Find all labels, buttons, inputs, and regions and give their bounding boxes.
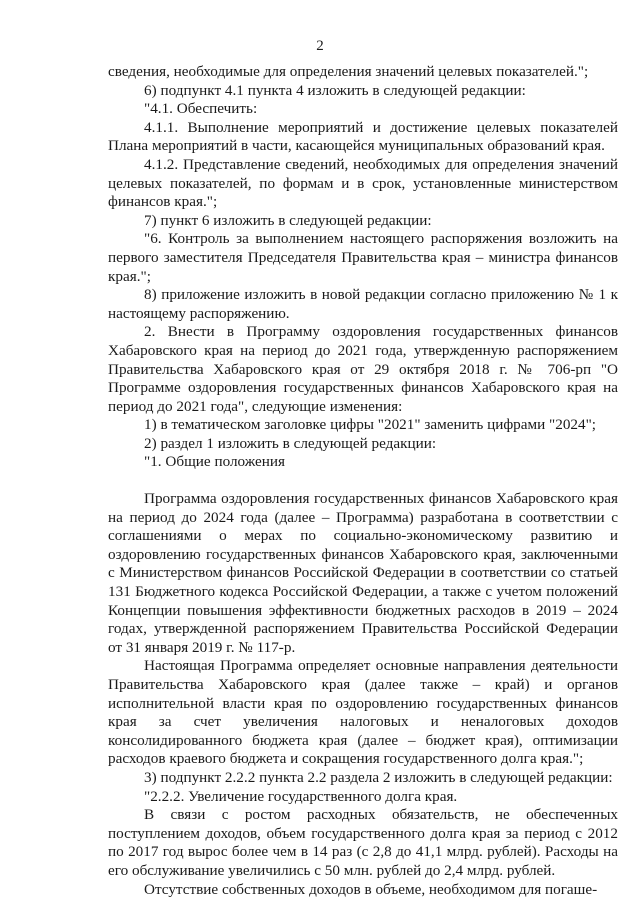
paragraph: "4.1. Обеспечить:	[144, 100, 258, 118]
paragraph: 2. Внести в Программу оздоровления государственных финансов Хабаровского края на период до 2021 года, утвержденную распоряжением Правительства Хабаровского края от 29 октября 2018 г. № 706-рп "О Программе оздоровления государственных финансов Хабаровского края на период до 2021 года", следующие изменения:	[108, 323, 618, 415]
paragraph: Программа оздоровления государственных финансов Хабаровского края на период до 2024 года (далее – Программа) разработана в соответствии с соглашениями о мерах по социально-экономическому развитию и оздоровлению государственных финансов Хабаровского края, заключенными с Министерством финансов Российской Федерации в соответствии со статьей 131 Бюджетного кодекса Российской Федерации, а также с учетом положений Концепции повышения эффективности бюджетных расходов в 2019 – 2024 годах, утвержденной распоряжением Правительства Российской Федерации от 31 января 2019 г. № 117-р.	[108, 490, 618, 656]
paragraph: В связи с ростом расходных обязательств, не обеспеченных поступлением доходов, объем государственного долга края за период с 2012 по 2017 год вырос более чем в 14 раз (с 2,8 до 41,1 млрд. рублей). Расходы на его обслуживание увеличились с 50 млн. рублей до 2,4 млрд. рублей.	[108, 806, 618, 879]
paragraph: "1. Общие положения	[144, 453, 286, 471]
paragraph: "6. Контроль за выполнением настоящего распоряжения возложить на первого заместителя Председателя Правительства края – министра финансов края.";	[108, 230, 618, 285]
paragraph: 8) приложение изложить в новой редакции согласно приложению № 1 к настоящему распоряжению.	[108, 286, 618, 322]
paragraph: 6) подпункт 4.1 пункта 4 изложить в следующей редакции:	[144, 81, 526, 99]
paragraph: сведения, необходимые для определения значений целевых показателей.";	[108, 63, 589, 80]
paragraph: 3) подпункт 2.2.2 пункта 2.2 раздела 2 изложить в следующей редакции:	[144, 768, 613, 786]
paragraph: 2) раздел 1 изложить в следующей редакции:	[144, 434, 437, 452]
paragraph: Настоящая Программа определяет основные направления деятельности Правительства Хабаровского края (далее также – край) и органов исполнительной власти края по оздоровлению государственных финансов края за счет увеличения налоговых и неналоговых доходов консолидированного бюджета края (далее – бюджет края), оптимизации расходов краевого бюджета и сокращения государственного долга края.";	[108, 657, 618, 768]
paragraph: 7) пункт 6 изложить в следующей редакции:	[144, 211, 432, 229]
paragraph: Отсутствие собственных доходов в объеме, необходимом для погаше-	[144, 880, 598, 898]
page-number: 2	[316, 38, 324, 54]
paragraph: 4.1.1. Выполнение мероприятий и достижение целевых показателей Плана мероприятий в части, касающейся муниципальных образований края.	[108, 118, 618, 155]
paragraph: "2.2.2. Увеличение государственного долга края.	[144, 787, 458, 805]
paragraph: 1) в тематическом заголовке цифры "2021" заменить цифрами "2024";	[144, 416, 597, 434]
paragraph: 4.1.2. Представление сведений, необходимых для определения значений целевых показателей, по формам и в срок, установленные министерством финансов края.";	[108, 155, 618, 211]
document-text	[108, 63, 618, 899]
